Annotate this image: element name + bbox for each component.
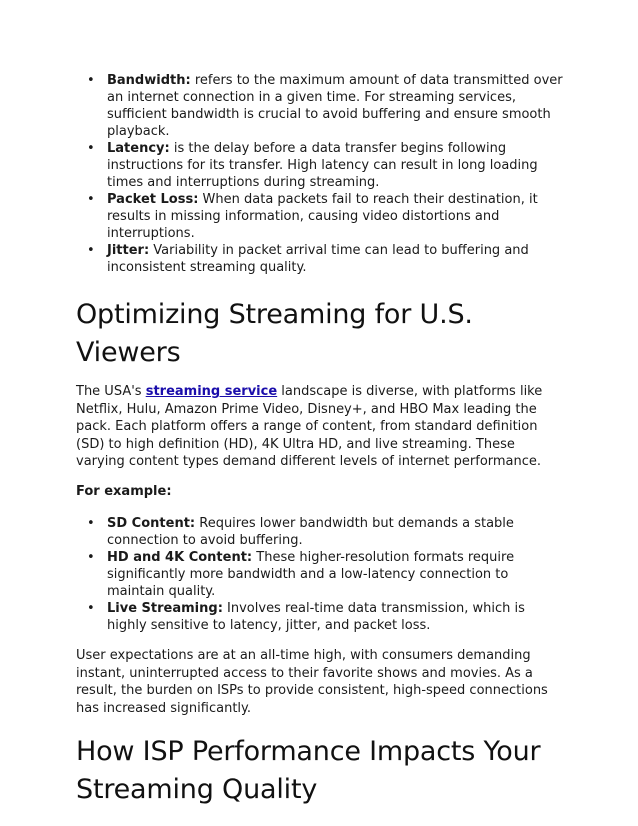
- list-item-sd-content: [76, 515, 566, 549]
- list-item-bandwidth: [76, 72, 566, 140]
- network-metrics-list: [76, 72, 566, 276]
- list-item-term: Latency:: [107, 141, 170, 156]
- list-item-jitter: [76, 242, 566, 276]
- list-item-term: SD Content:: [107, 516, 196, 531]
- example-label: For example:: [76, 483, 172, 499]
- content-types-list: [76, 515, 566, 634]
- closing-paragraph: User expectations are at an all-time high, with consumers demanding instant, uninterrupted access to their favorite shows and movies. As a result, the burden on ISPs to provide consistent, high-speed connections has increased significantly.: [76, 648, 548, 716]
- section-heading-optimizing: Optimizing Streaming for U.S. Viewers: [76, 299, 473, 368]
- list-item-text: Involves real-time data transmission, which is highly sensitive to latency, jitter, and packet loss.: [107, 601, 525, 633]
- list-item-hd-4k-content: [76, 549, 566, 600]
- intro-text-start: The USA's: [76, 384, 146, 399]
- list-item-term: HD and 4K Content:: [107, 550, 253, 565]
- list-item-packet-loss: [76, 191, 566, 242]
- list-item-text: When data packets fail to reach their destination, it results in missing information, causing video distortions and interruptions.: [107, 192, 538, 241]
- list-item-text: Requires lower bandwidth but demands a stable connection to avoid buffering.: [107, 516, 514, 548]
- list-item-term: Live Streaming:: [107, 601, 223, 616]
- intro-paragraph: [76, 383, 566, 471]
- list-item-text: is the delay before a data transfer begins following instructions for its transfer. High latency can result in long loading times and interruptions during streaming.: [107, 141, 538, 190]
- list-item-term: Jitter:: [107, 243, 150, 258]
- list-item-latency: [76, 140, 566, 191]
- document-page: [76, 72, 566, 809]
- list-item-live-streaming: [76, 600, 566, 634]
- streaming-service-link[interactable]: streaming service: [145, 384, 278, 399]
- list-item-text: refers to the maximum amount of data transmitted over an internet connection in a given time. For streaming services, sufficient bandwidth is crucial to avoid buffering and ensure smooth playback.: [107, 73, 563, 139]
- section-heading-isp-performance: How ISP Performance Impacts Your Streaming Quality: [76, 736, 541, 805]
- list-item-term: Packet Loss:: [107, 192, 199, 207]
- intro-text-end: landscape is diverse, with platforms like Netflix, Hulu, Amazon Prime Video, Disney+, and HBO Max leading the pack. Each platform offers a range of content, from standard definition (SD) to high definition (HD), 4K Ultra HD, and live streaming. These varying content types demand different levels of internet performance.: [76, 384, 543, 469]
- list-item-text: These higher-resolution formats require significantly more bandwidth and a low-latency connection to maintain quality.: [107, 550, 515, 599]
- list-item-text: Variability in packet arrival time can lead to buffering and inconsistent streaming quality.: [107, 243, 529, 275]
- list-item-term: Bandwidth:: [107, 73, 191, 88]
